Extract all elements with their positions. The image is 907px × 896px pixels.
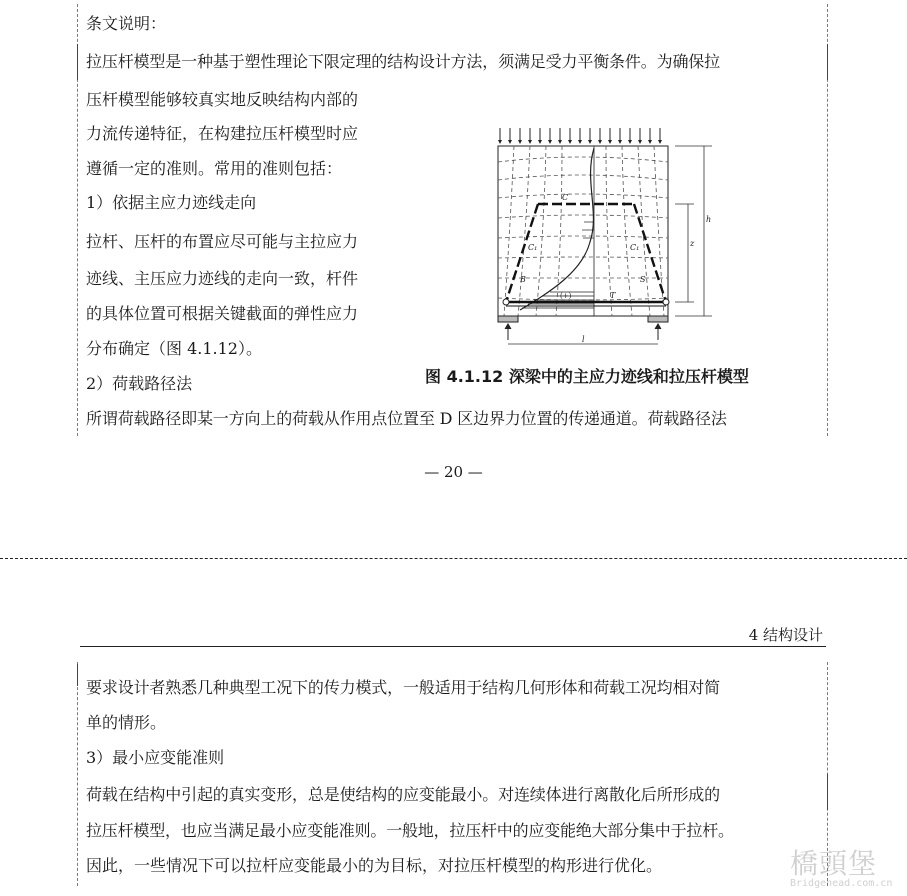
right-margin-bar-lower-mark: [827, 774, 828, 810]
paragraph-line: 的具体位置可根据关键截面的弹性应力: [86, 304, 359, 323]
label-h: h: [706, 215, 712, 224]
label-z: z: [690, 239, 695, 248]
header-rule: [80, 646, 826, 647]
label-c: C: [562, 193, 569, 202]
paragraph-line: 拉杆、压杆的布置应尽可能与主拉应力: [86, 232, 359, 251]
chapter-header: 4 结构设计: [748, 626, 823, 644]
list-item-heading: 2）荷载路径法: [86, 374, 193, 393]
paragraph-line: 拉压杆模型，也应当满足最小应变能准则。一般地，拉压杆中的应变能绝大部分集中于拉杆。: [86, 821, 734, 840]
left-margin-bar-mark: [77, 44, 78, 80]
watermark-url: Bridgehead.com.cn: [790, 878, 893, 889]
page-separator: [0, 558, 907, 559]
paragraph-line: 力流传递特征，在构建拉压杆模型时应: [86, 124, 359, 143]
figure-caption: 图 4.1.12 深梁中的主应力迹线和拉压杆模型: [425, 367, 749, 386]
paragraph-line: 遵循一定的准则。常用的准则包括：: [86, 159, 343, 178]
label-b: B: [520, 275, 526, 284]
label-c1-left: C₁: [528, 243, 538, 252]
section-heading: 条文说明：: [86, 14, 167, 33]
label-t: T: [610, 291, 616, 300]
stress-distribution-curve: [520, 148, 594, 310]
paragraph-line: 拉压杆模型是一种基于塑性理论下限定理的结构设计方法，须满足受力平衡条件。为确保拉: [86, 52, 721, 71]
load-arrows: [500, 128, 660, 140]
page-number: — 20 —: [424, 463, 483, 481]
label-tension: (+): [560, 292, 572, 300]
right-margin-bar-mark: [827, 44, 828, 80]
label-c1-right: C₁: [630, 243, 640, 252]
paragraph-line: 单的情形。: [86, 713, 167, 732]
list-item-heading: 1）依据主应力迹线走向: [86, 193, 257, 212]
label-l: l: [582, 335, 585, 344]
watermark-text: 橋頭堡: [790, 847, 878, 880]
paragraph-line: 分布确定（图 4.1.12）。: [86, 339, 262, 358]
left-margin-bar-lower-mark: [77, 664, 78, 686]
paragraph-line: 荷载在结构中引起的真实变形，总是使结构的应变能最小。对连续体进行离散化后所形成的: [86, 785, 721, 804]
paragraph-line: 要求设计者熟悉几种典型工况下的传力模式，一般适用于结构几何形体和荷载工况均相对简: [86, 678, 721, 697]
deep-beam-figure: [490, 122, 725, 356]
left-margin-bar-lower: [77, 662, 78, 886]
label-s: S: [640, 275, 646, 284]
paragraph-line: 迹线、主压应力迹线的走向一致，杆件: [86, 269, 359, 288]
paragraph-line: 因此，一些情况下可以拉杆应变能最小的为目标，对拉压杆模型的构形进行优化。: [86, 856, 663, 875]
supports: [498, 299, 669, 340]
paragraph-line: 压杆模型能够较真实地反映结构内部的: [86, 90, 359, 109]
watermark-logo: [790, 842, 900, 889]
paragraph-line: 所谓荷载路径即某一方向上的荷载从作用点位置至 D 区边界力位置的传递通道。荷载路径法: [86, 409, 727, 428]
list-item-heading: 3）最小应变能准则: [86, 748, 225, 767]
